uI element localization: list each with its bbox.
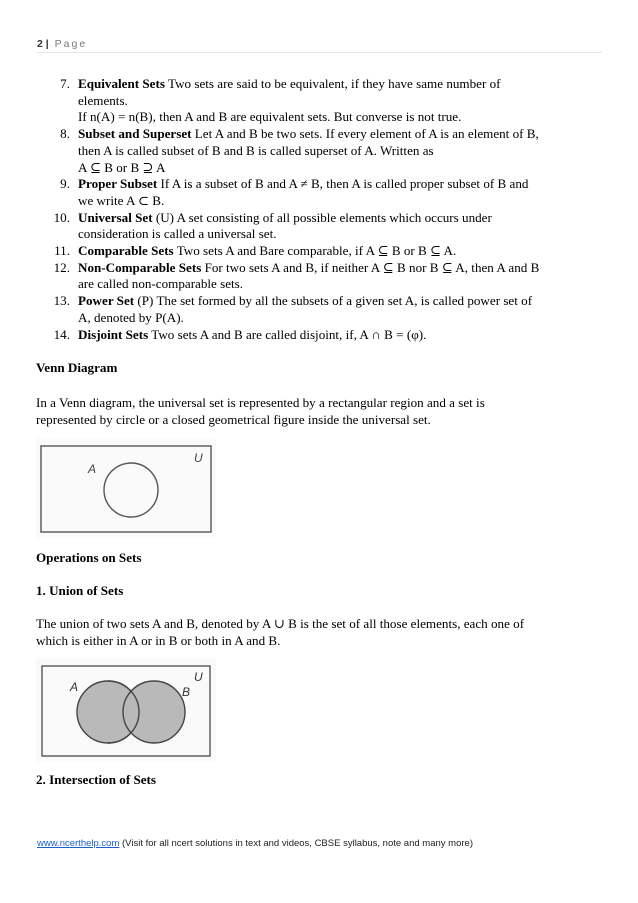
item-term: Universal Set: [78, 209, 153, 225]
item-text: then A is called subset of B and B is called superset of A. Written as: [78, 142, 434, 158]
footer-link[interactable]: www.ncerthelp.com: [37, 838, 120, 849]
item-text: Two sets A and Bare comparable, if A ⊆ B or B ⊆ A.: [173, 243, 457, 259]
item-term: Comparable Sets: [78, 243, 174, 259]
item-number: 13.: [53, 293, 70, 309]
header-rule: [36, 52, 602, 53]
venn-text-line-2: represented by circle or a closed geometrical figure inside the universal set.: [36, 412, 431, 427]
venn-figure-universal: [36, 438, 216, 538]
operations-heading: Operations on Sets: [36, 550, 142, 565]
list-item: [36, 210, 602, 243]
item-text: we write A ⊂ B.: [78, 192, 165, 208]
page-footer: [37, 838, 473, 849]
item-term: Proper Subset: [78, 176, 158, 192]
header-separator: |: [45, 38, 49, 50]
union-heading: 1. Union of Sets: [36, 583, 124, 598]
page-number: 2: [37, 38, 43, 50]
list-item: [36, 243, 602, 260]
item-text: If A is a subset of B and A ≠ B, then A is called proper subset of B and: [157, 176, 529, 192]
union-text-line-1: The union of two sets A and B, denoted by A ∪ B is the set of all those elements, each one of: [36, 616, 525, 631]
item-text: Two sets are said to be equivalent, if they have same number of: [164, 76, 501, 91]
item-term: Disjoint Sets: [78, 326, 149, 342]
item-text: Two sets A and B are called disjoint, if, A ∩ B = (φ).: [148, 326, 427, 342]
page-header: [37, 38, 87, 50]
item-term: Subset and Superset: [78, 126, 192, 142]
list-item: [36, 327, 602, 344]
item-number: 7.: [60, 76, 70, 91]
list-item: [36, 260, 602, 293]
item-line: [78, 293, 602, 310]
list-item: [36, 126, 602, 176]
item-term: Non-Comparable Sets: [78, 259, 202, 275]
item-number: 14.: [53, 326, 70, 342]
universal-set-rectangle: [41, 446, 211, 532]
item-term: Power Set: [78, 293, 135, 309]
definition-list: [36, 76, 602, 343]
item-line: [78, 310, 602, 327]
item-line: [78, 210, 602, 227]
item-line: [78, 76, 602, 93]
universe-label: U: [194, 451, 203, 465]
item-line: [78, 126, 602, 143]
item-number: 10.: [53, 209, 70, 225]
set-b-circle-union: [123, 681, 185, 743]
item-line: [78, 260, 602, 277]
set-a-circle: [104, 463, 158, 517]
list-item: [36, 76, 602, 126]
venn-heading: Venn Diagram: [36, 360, 118, 375]
set-a-label-union: A: [70, 680, 79, 694]
venn-paragraph: [36, 394, 602, 428]
item-text: Let A and B be two sets. If every element of A is an element of B,: [191, 126, 539, 142]
union-paragraph: [36, 615, 602, 649]
item-line: [78, 143, 602, 160]
item-text: A ⊆ B or B ⊇ A: [78, 159, 166, 175]
item-text: (P) The set formed by all the subsets of a given set A, is called power set of: [134, 293, 533, 309]
item-line: [78, 193, 602, 210]
set-b-label-union: B: [182, 685, 191, 699]
set-a-label: A: [88, 462, 97, 476]
item-line: [78, 176, 602, 193]
item-text: If n(A) = n(B), then A and B are equivalent sets. But converse is not true.: [78, 109, 462, 125]
item-line: [78, 93, 602, 110]
item-line: [78, 160, 602, 177]
item-line: [78, 327, 602, 344]
item-text: are called non-comparable sets.: [78, 276, 244, 292]
item-line: [78, 276, 602, 293]
item-number: 11.: [54, 243, 70, 259]
item-term: Equivalent Sets: [78, 76, 165, 91]
union-text-line-2: which is either in A or in B or both in A and B.: [36, 633, 281, 648]
item-text: consideration is called a universal set.: [78, 226, 277, 242]
venn-figure-union: [36, 658, 216, 762]
list-item: [36, 293, 602, 326]
universe-label-union: U: [194, 670, 203, 684]
venn-text-line-1: In a Venn diagram, the universal set is represented by a rectangular region and a set is: [36, 395, 485, 410]
item-text: For two sets A and B, if neither A ⊆ B nor B ⊆ A, then A and B: [201, 259, 540, 275]
footer-note: (Visit for all ncert solutions in text and videos, CBSE syllabus, note and many more): [122, 838, 473, 849]
item-line: [78, 243, 602, 260]
item-text: A, denoted by P(A).: [78, 309, 184, 325]
intersection-heading: 2. Intersection of Sets: [36, 772, 157, 787]
item-number: 8.: [60, 126, 70, 142]
item-line: [78, 109, 602, 126]
list-item: [36, 176, 602, 209]
item-text: elements.: [78, 92, 128, 108]
item-number: 9.: [60, 176, 70, 192]
item-line: [78, 226, 602, 243]
page-word: Page: [54, 38, 88, 50]
item-number: 12.: [53, 259, 70, 275]
item-text: (U) A set consisting of all possible elements which occurs under: [152, 209, 492, 225]
